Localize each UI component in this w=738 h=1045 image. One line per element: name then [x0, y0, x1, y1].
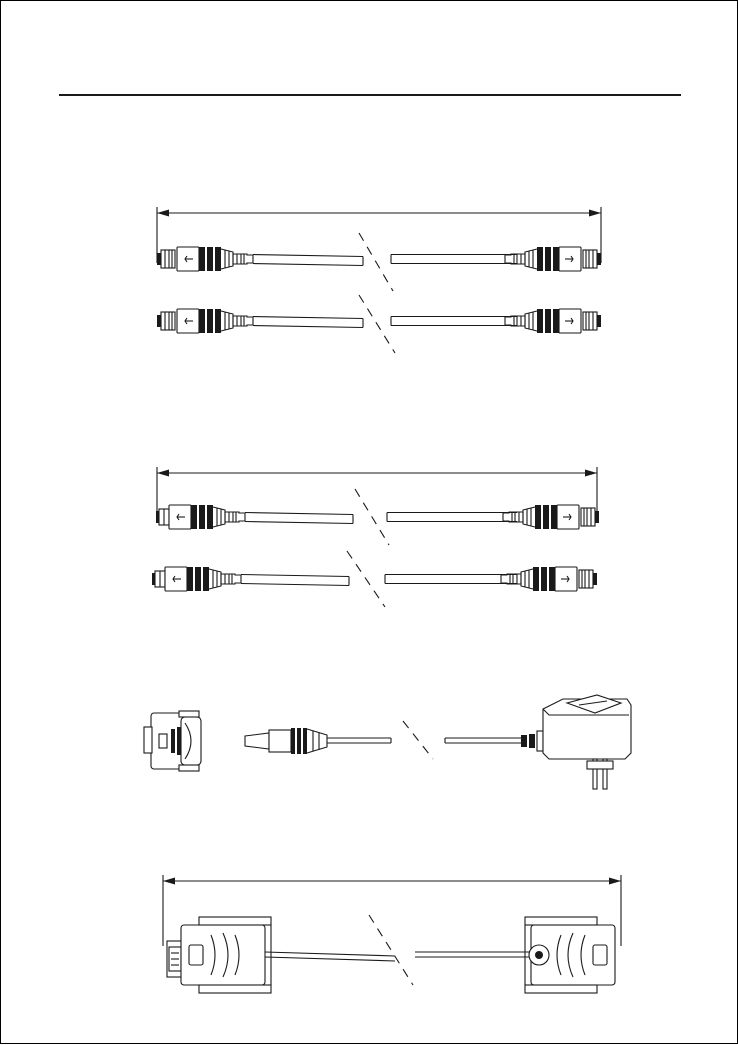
power-set [144, 695, 631, 789]
db9-right-ring [529, 945, 549, 965]
dc-plug [245, 728, 391, 754]
cable-set-2 [152, 467, 599, 607]
cable-set-1 [157, 207, 601, 353]
power-adapter [445, 695, 631, 789]
serial-cable [163, 875, 621, 993]
illustrations [1, 1, 738, 1045]
db-adapter [144, 711, 201, 771]
